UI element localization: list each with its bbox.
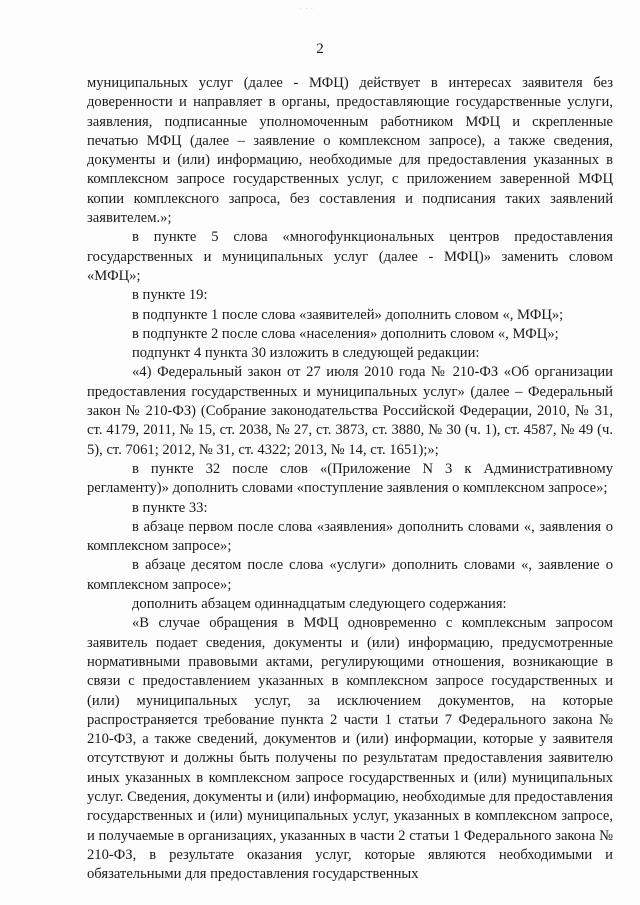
paragraph: в пункте 33: bbox=[132, 499, 208, 516]
paragraph: в абзаце десятом после слова «услуги» дополнить словами «, заявление о комплексном запросе»; bbox=[87, 557, 613, 593]
paragraph-continuation: муниципальных услуг (далее - МФЦ) действует в интересах заявителя без доверенности и направляет в органы, предоставляющие государственные услуги, заявления, подписанные уполномоченным работником МФЦ и скрепленные печатью МФЦ (далее – заявление о комплексном запросе), а также сведения, документы и (или) информацию, необходимые для предоставления указанных в комплексном запросе государственных услуг, с приложением заверенной МФЦ копии комплексного запроса, без составления и подписания таких заявлений заявителем.»; bbox=[87, 75, 613, 227]
page-number: 2 bbox=[316, 41, 324, 57]
scan-mark: · · · bbox=[300, 6, 314, 12]
paragraph: в пункте 19: bbox=[132, 287, 208, 304]
paragraph: «4) Федеральный закон от 27 июля 2010 года № 210-ФЗ «Об организации предоставления государственных и муниципальных услуг» (далее – Федеральный закон № 210-ФЗ) (Собрание законодательства Российской Федерации, 2010, № 31, ст. 4179, 2011, № 15, ст. 2038, № 27, ст. 3873, ст. 3880, № 30 (ч. 1), ст. 4587, № 49 (ч. 5), ст. 7061; 2012, № 31, ст. 4322; 2013, № 14, ст. 1651);»; bbox=[87, 364, 613, 458]
paragraph: подпункт 4 пункта 30 изложить в следующей редакции: bbox=[132, 345, 480, 362]
paragraph: в пункте 5 слова «многофункциональных центров предоставления государственных и муниципальных услуг (далее - МФЦ)» заменить словом «МФЦ»; bbox=[87, 229, 613, 284]
paragraph: дополнить абзацем одиннадцатым следующего содержания: bbox=[132, 596, 507, 613]
paragraph: в подпункте 1 после слова «заявителей» дополнить словом «, МФЦ»; bbox=[132, 306, 564, 323]
paragraph: в подпункте 2 после слова «населения» дополнить словом «, МФЦ»; bbox=[132, 325, 559, 342]
paragraph: в абзаце первом после слова «заявления» дополнить словами «, заявления о комплексном запросе»; bbox=[87, 518, 613, 555]
document-body bbox=[87, 74, 613, 884]
paragraph: в пункте 32 после слов «(Приложение N 3 к Административному регламенту)» дополнить словами «поступление заявления о комплексном запросе»; bbox=[87, 460, 613, 497]
paragraph: «В случае обращения в МФЦ одновременно с комплексным запросом заявитель подает сведения, документы и (или) информацию, предусмотренные нормативными правовыми актами, регулирующими отношения, возникающие в связи с предоставлением указанных в комплексном запросе государственных и (или) муниципальных услуг, за исключением документов, на которые распространяется требование пункта 2 части 1 статьи 7 Федерального закона № 210-ФЗ, а также сведений, документов и (или) информации, которые у заявителя отсутствуют и должны быть получены по результатам предоставления заявителю иных указанных в комплексном запросе государственных и (или) муниципальных услуг. Сведения, документы и (или) информацию, необходимые для предоставления государственных и (или) муниципальных услуг, указанных в комплексном запросе, и получаемые в организациях, указанных в части 2 статьи 1 Федерального закона № 210-ФЗ, в результате оказания услуг, которые являются необходимыми и обязательными для предоставления государственных bbox=[87, 615, 613, 883]
